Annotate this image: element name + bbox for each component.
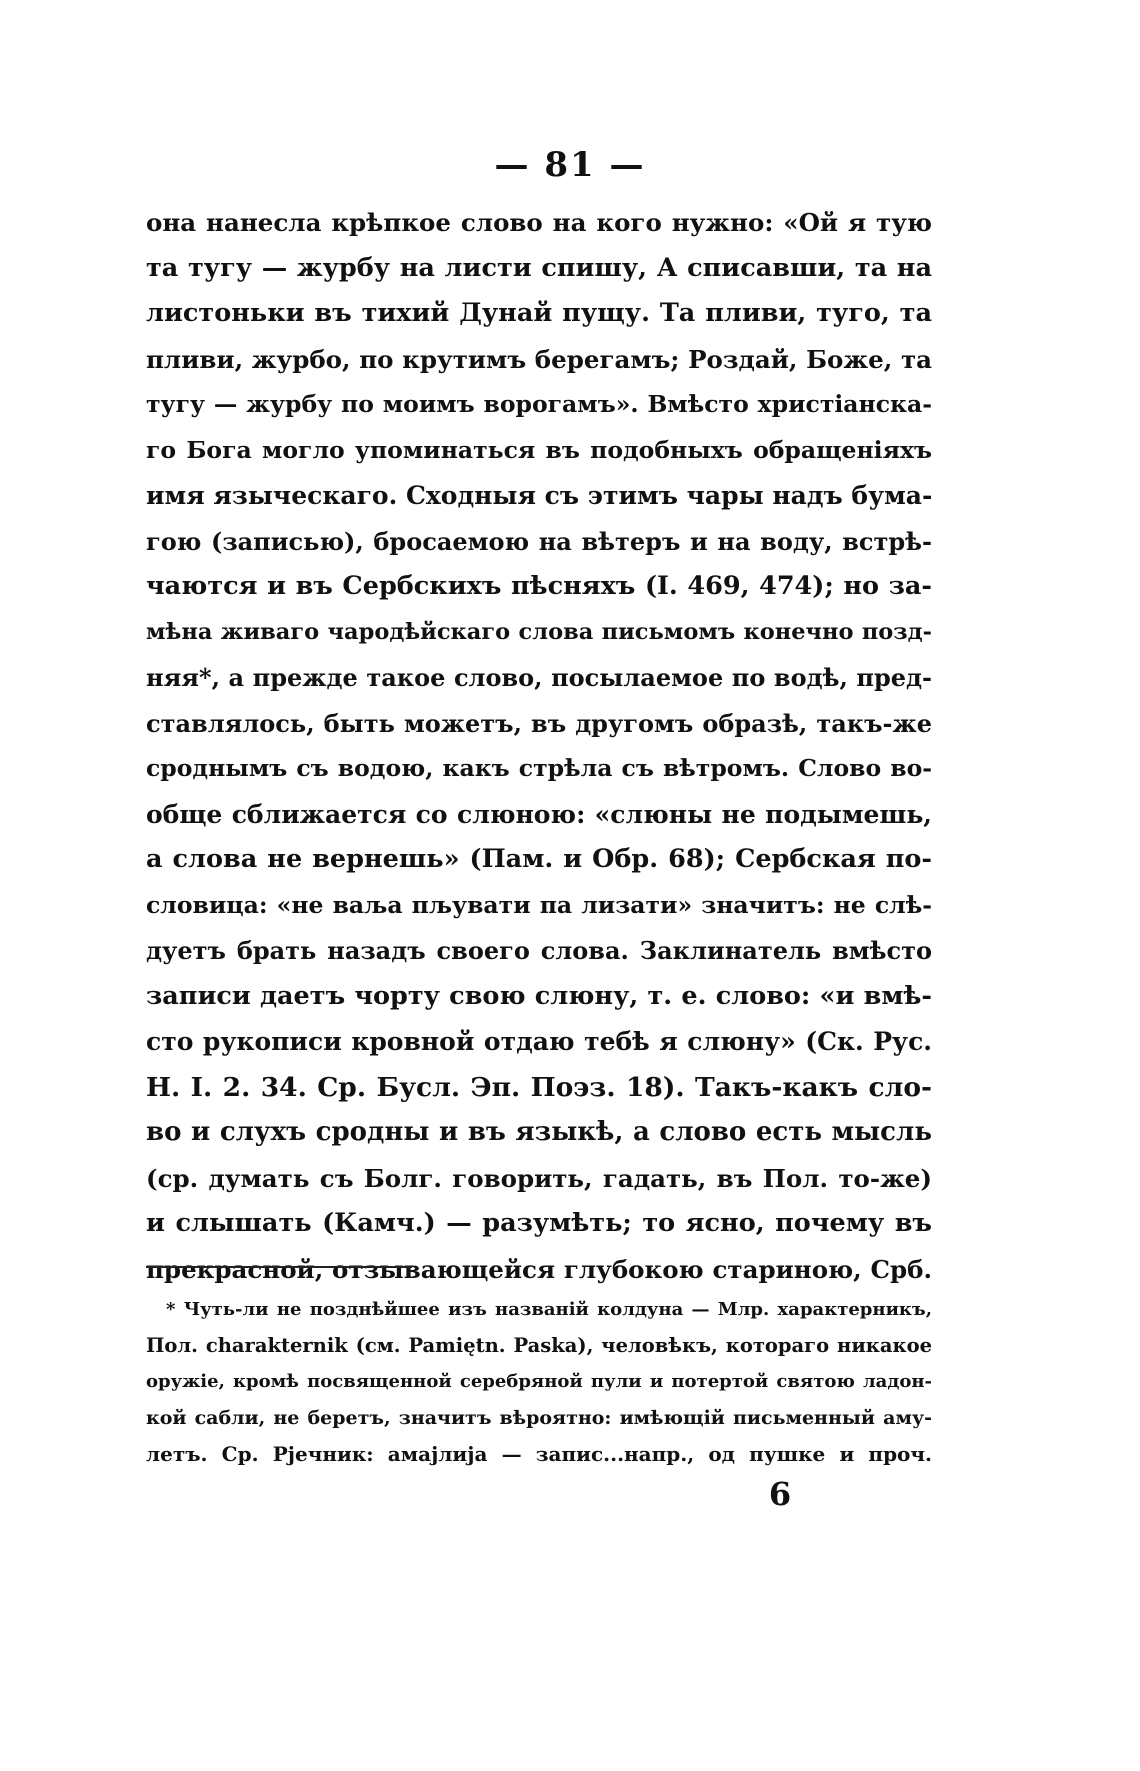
body-line: чаются и въ Сербскихъ пѣсняхъ (I. 469, 474); но за-: [146, 571, 932, 601]
body-line: во и слухъ сродны и въ языкѣ, а слово есть мысль: [146, 1117, 932, 1147]
body-line: (ср. думать съ Болг. говорить, гадать, въ Пол. то-же): [146, 1163, 932, 1193]
body-line: пливи, журбо, по крутимъ берегамъ; Роздай, Боже, та: [146, 344, 932, 374]
footnote-line: оружіе, кромѣ посвященной серебряной пули и потертой святою ладон-: [146, 1371, 932, 1392]
footnote-line: летъ. Ср. Рјечник: амајлија — запис...напр., од пушке и проч.: [146, 1442, 932, 1466]
body-line: листоньки въ тихий Дунай пущу. Та пливи, туго, та: [146, 298, 932, 328]
body-line: имя языческаго. Сходныя съ этимъ чары надъ бума-: [146, 481, 933, 510]
footnote-line: * Чуть-ли не позднѣйшее изъ названій колдуна — Млр. характерникъ,: [166, 1299, 932, 1320]
footnote: [146, 1292, 932, 1472]
body-line: а слова не вернешь» (Пам. и Обр. 68); Сербская по-: [146, 844, 932, 874]
body-line: записи даетъ чорту свою слюну, т. е. слово: «и вмѣ-: [146, 980, 932, 1011]
signature-mark: 6: [768, 1475, 792, 1513]
body-line: сроднымъ съ водою, какъ стрѣла съ вѣтромъ. Слово во-: [146, 754, 932, 782]
footnote-line: Пол. charakternik (см. Pamiętn. Paska), человѣкъ, котораго никакое: [146, 1334, 932, 1357]
body-text: [146, 200, 932, 1292]
body-line: она нанесла крѣпкое слово на кого нужно: «Ой я тую: [146, 208, 932, 237]
body-line: словица: «не ваља пљувати па лизати» значитъ: не слѣ-: [146, 890, 932, 919]
body-line: дуетъ брать назадъ своего слова. Заклинатель вмѣсто: [146, 936, 932, 965]
body-line: го Бога могло упоминаться въ подобныхъ обращеніяхъ: [146, 435, 932, 464]
body-line: тугу — журбу по моимъ ворогамъ». Вмѣсто христіанска-: [146, 390, 932, 418]
body-line: гою (записью), бросаемою на вѣтеръ и на воду, встрѣ-: [146, 526, 932, 556]
body-line: Н. I. 2. 34. Ср. Бусл. Эп. Поэз. 18). Такъ-какъ сло-: [146, 1071, 932, 1103]
page-number: — 81 —: [494, 145, 646, 185]
body-line: ставлялось, быть можетъ, въ другомъ образѣ, такъ-же: [146, 708, 932, 738]
body-line: прекрасной, отзывающейся глубокою стариною, Срб.: [146, 1254, 932, 1284]
body-line: няя*, а прежде такое слово, посылаемое по водѣ, пред-: [146, 663, 932, 692]
body-line: та тугу — журбу на листи спишу, А списавши, та на: [146, 252, 932, 283]
footnote-line: кой сабли, не беретъ, значитъ вѣроятно: имѣющій письменный аму-: [146, 1407, 932, 1429]
body-line: сто рукописи кровной отдаю тебѣ я слюну» (Ск. Рус.: [146, 1027, 932, 1056]
body-line: мѣна живаго чародѣйскаго слова письмомъ конечно позд-: [146, 618, 932, 645]
body-line: обще сближается со слюною: «слюны не подымешь,: [146, 799, 932, 829]
body-line: и слышать (Камч.) — разумѣть; то ясно, почему въ: [146, 1208, 932, 1238]
footnote-divider: [146, 1266, 412, 1268]
